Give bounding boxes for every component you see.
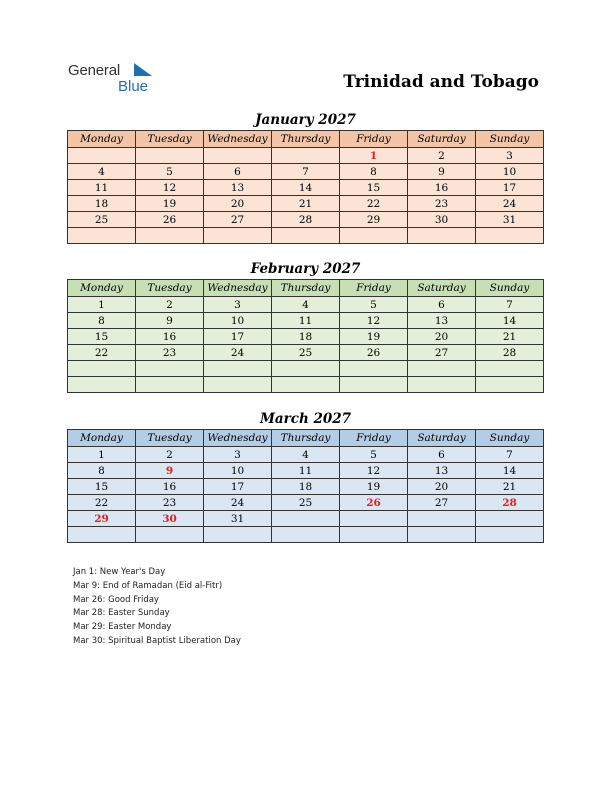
- week-row: [68, 212, 544, 228]
- day-cell: 16: [136, 479, 204, 495]
- day-cell: [340, 361, 408, 377]
- day-cell: 23: [408, 196, 476, 212]
- week-row: [68, 180, 544, 196]
- day-cell: 24: [476, 196, 544, 212]
- day-cell: 10: [476, 164, 544, 180]
- logo-word-general: General: [68, 62, 120, 79]
- week-row: [68, 148, 544, 164]
- day-cell: 19: [136, 196, 204, 212]
- day-cell: [68, 361, 136, 377]
- day-cell: 20: [408, 329, 476, 345]
- day-cell: 22: [68, 345, 136, 361]
- day-cell: 3: [476, 148, 544, 164]
- day-cell: 4: [68, 164, 136, 180]
- day-cell: [408, 511, 476, 527]
- week-row: [68, 511, 544, 527]
- day-cell: 22: [68, 495, 136, 511]
- day-cell: 25: [272, 345, 340, 361]
- day-cell: 7: [476, 297, 544, 313]
- day-cell: 2: [136, 447, 204, 463]
- day-cell: [136, 148, 204, 164]
- holiday-day-cell: 30: [136, 511, 204, 527]
- day-cell: 17: [204, 479, 272, 495]
- day-cell: 29: [340, 212, 408, 228]
- day-cell: 5: [136, 164, 204, 180]
- day-cell: 21: [476, 329, 544, 345]
- day-cell: 26: [136, 212, 204, 228]
- day-cell: 5: [340, 297, 408, 313]
- day-cell: 10: [204, 463, 272, 479]
- day-cell: [476, 527, 544, 543]
- country-title: Trinidad and Tobago: [343, 72, 539, 92]
- day-cell: 5: [340, 447, 408, 463]
- day-cell: 8: [340, 164, 408, 180]
- day-cell: 1: [68, 297, 136, 313]
- day-cell: 11: [68, 180, 136, 196]
- day-cell: [136, 527, 204, 543]
- month-march: [67, 410, 544, 543]
- generalblue-logo: [68, 62, 168, 96]
- holiday-note: Mar 26: Good Friday: [73, 594, 159, 605]
- day-cell: 9: [136, 313, 204, 329]
- day-cell: [204, 361, 272, 377]
- day-cell: 12: [340, 313, 408, 329]
- weekday-header: Monday: [68, 131, 136, 148]
- day-cell: 2: [136, 297, 204, 313]
- day-cell: [408, 361, 476, 377]
- week-row: [68, 329, 544, 345]
- weekday-header: Friday: [340, 131, 408, 148]
- week-row: [68, 313, 544, 329]
- day-cell: 30: [408, 212, 476, 228]
- day-cell: 24: [204, 495, 272, 511]
- holiday-day-cell: 9: [136, 463, 204, 479]
- holiday-note: Mar 29: Easter Monday: [73, 622, 172, 633]
- day-cell: 18: [272, 479, 340, 495]
- weekday-header: Thursday: [272, 430, 340, 447]
- day-cell: 18: [272, 329, 340, 345]
- day-cell: 28: [272, 212, 340, 228]
- week-row: [68, 527, 544, 543]
- weekday-header: Wednesday: [204, 131, 272, 148]
- day-cell: 16: [136, 329, 204, 345]
- day-cell: [68, 228, 136, 244]
- day-cell: 6: [408, 297, 476, 313]
- day-cell: [204, 228, 272, 244]
- day-cell: 14: [476, 463, 544, 479]
- calendar-table: [67, 429, 544, 543]
- day-cell: 7: [272, 164, 340, 180]
- day-cell: 15: [340, 180, 408, 196]
- day-cell: 3: [204, 447, 272, 463]
- holiday-notes: [73, 566, 241, 649]
- week-row: [68, 196, 544, 212]
- week-row: [68, 495, 544, 511]
- day-cell: 8: [68, 463, 136, 479]
- weekday-header: Saturday: [408, 280, 476, 297]
- day-cell: 31: [476, 212, 544, 228]
- day-cell: 17: [476, 180, 544, 196]
- day-cell: [408, 228, 476, 244]
- weekday-header: Friday: [340, 430, 408, 447]
- day-cell: [476, 361, 544, 377]
- day-cell: 19: [340, 479, 408, 495]
- holiday-note: Mar 28: Easter Sunday: [73, 608, 170, 619]
- day-cell: 12: [340, 463, 408, 479]
- day-cell: 13: [204, 180, 272, 196]
- week-row: [68, 228, 544, 244]
- weekday-header: Wednesday: [204, 280, 272, 297]
- day-cell: [136, 377, 204, 393]
- day-cell: 6: [408, 447, 476, 463]
- day-cell: [272, 148, 340, 164]
- day-cell: 1: [68, 447, 136, 463]
- month-title: January 2027: [255, 112, 356, 128]
- day-cell: 23: [136, 495, 204, 511]
- logo-word-blue: Blue: [118, 78, 149, 95]
- day-cell: 11: [272, 313, 340, 329]
- day-cell: [204, 148, 272, 164]
- weekday-header: Saturday: [408, 131, 476, 148]
- day-cell: 18: [68, 196, 136, 212]
- day-cell: 8: [68, 313, 136, 329]
- day-cell: 25: [272, 495, 340, 511]
- day-cell: [340, 377, 408, 393]
- weekday-header: Wednesday: [204, 430, 272, 447]
- day-cell: [272, 511, 340, 527]
- holiday-day-cell: 26: [340, 495, 408, 511]
- weekday-header: Sunday: [476, 280, 544, 297]
- day-cell: [476, 377, 544, 393]
- month-title: February 2027: [250, 261, 361, 277]
- holiday-note: Mar 9: End of Ramadan (Eid al-Fitr): [73, 580, 223, 591]
- week-row: [68, 164, 544, 180]
- weekday-header: Sunday: [476, 131, 544, 148]
- day-cell: [340, 511, 408, 527]
- weekday-header: Thursday: [272, 131, 340, 148]
- day-cell: [272, 527, 340, 543]
- day-cell: 4: [272, 297, 340, 313]
- day-cell: 20: [408, 479, 476, 495]
- week-row: [68, 345, 544, 361]
- weekday-header: Tuesday: [136, 430, 204, 447]
- day-cell: 21: [476, 479, 544, 495]
- day-cell: [408, 527, 476, 543]
- week-row: [68, 463, 544, 479]
- day-cell: 4: [272, 447, 340, 463]
- day-cell: [68, 527, 136, 543]
- holiday-day-cell: 28: [476, 495, 544, 511]
- holiday-day-cell: 1: [340, 148, 408, 164]
- day-cell: [68, 377, 136, 393]
- day-cell: 31: [204, 511, 272, 527]
- day-cell: [136, 228, 204, 244]
- week-row: [68, 297, 544, 313]
- day-cell: [68, 148, 136, 164]
- day-cell: 11: [272, 463, 340, 479]
- day-cell: 10: [204, 313, 272, 329]
- week-row: [68, 377, 544, 393]
- day-cell: 2: [408, 148, 476, 164]
- day-cell: 22: [340, 196, 408, 212]
- weekday-header: Sunday: [476, 430, 544, 447]
- day-cell: 27: [204, 212, 272, 228]
- day-cell: [408, 377, 476, 393]
- weekday-header: Tuesday: [136, 131, 204, 148]
- day-cell: 16: [408, 180, 476, 196]
- week-row: [68, 447, 544, 463]
- day-cell: [272, 361, 340, 377]
- weekday-header: Thursday: [272, 280, 340, 297]
- day-cell: 19: [340, 329, 408, 345]
- day-cell: [204, 527, 272, 543]
- day-cell: 15: [68, 329, 136, 345]
- day-cell: [340, 527, 408, 543]
- day-cell: 24: [204, 345, 272, 361]
- day-cell: [272, 228, 340, 244]
- month-january: [67, 111, 544, 244]
- holiday-note: Mar 30: Spiritual Baptist Liberation Day: [73, 635, 241, 646]
- weekday-header: Friday: [340, 280, 408, 297]
- day-cell: 12: [136, 180, 204, 196]
- day-cell: [204, 377, 272, 393]
- week-row: [68, 361, 544, 377]
- day-cell: 17: [204, 329, 272, 345]
- logo-flag-icon: [134, 63, 154, 77]
- month-title: March 2027: [259, 411, 352, 427]
- day-cell: 27: [408, 495, 476, 511]
- calendar-table: [67, 130, 544, 244]
- calendar-table: [67, 279, 544, 393]
- day-cell: [476, 511, 544, 527]
- day-cell: 27: [408, 345, 476, 361]
- weekday-header: Tuesday: [136, 280, 204, 297]
- day-cell: 14: [476, 313, 544, 329]
- day-cell: 15: [68, 479, 136, 495]
- day-cell: 3: [204, 297, 272, 313]
- month-february: [67, 260, 544, 393]
- weekday-header: Monday: [68, 280, 136, 297]
- day-cell: 25: [68, 212, 136, 228]
- day-cell: 13: [408, 463, 476, 479]
- holiday-day-cell: 29: [68, 511, 136, 527]
- day-cell: 7: [476, 447, 544, 463]
- day-cell: [340, 228, 408, 244]
- day-cell: [476, 228, 544, 244]
- weekday-header: Monday: [68, 430, 136, 447]
- day-cell: [272, 377, 340, 393]
- weekday-header: Saturday: [408, 430, 476, 447]
- day-cell: 20: [204, 196, 272, 212]
- day-cell: 28: [476, 345, 544, 361]
- day-cell: 9: [408, 164, 476, 180]
- day-cell: [136, 361, 204, 377]
- day-cell: 26: [340, 345, 408, 361]
- day-cell: 23: [136, 345, 204, 361]
- day-cell: 13: [408, 313, 476, 329]
- holiday-note: Jan 1: New Year's Day: [73, 567, 166, 577]
- day-cell: 14: [272, 180, 340, 196]
- week-row: [68, 479, 544, 495]
- day-cell: 21: [272, 196, 340, 212]
- day-cell: 6: [204, 164, 272, 180]
